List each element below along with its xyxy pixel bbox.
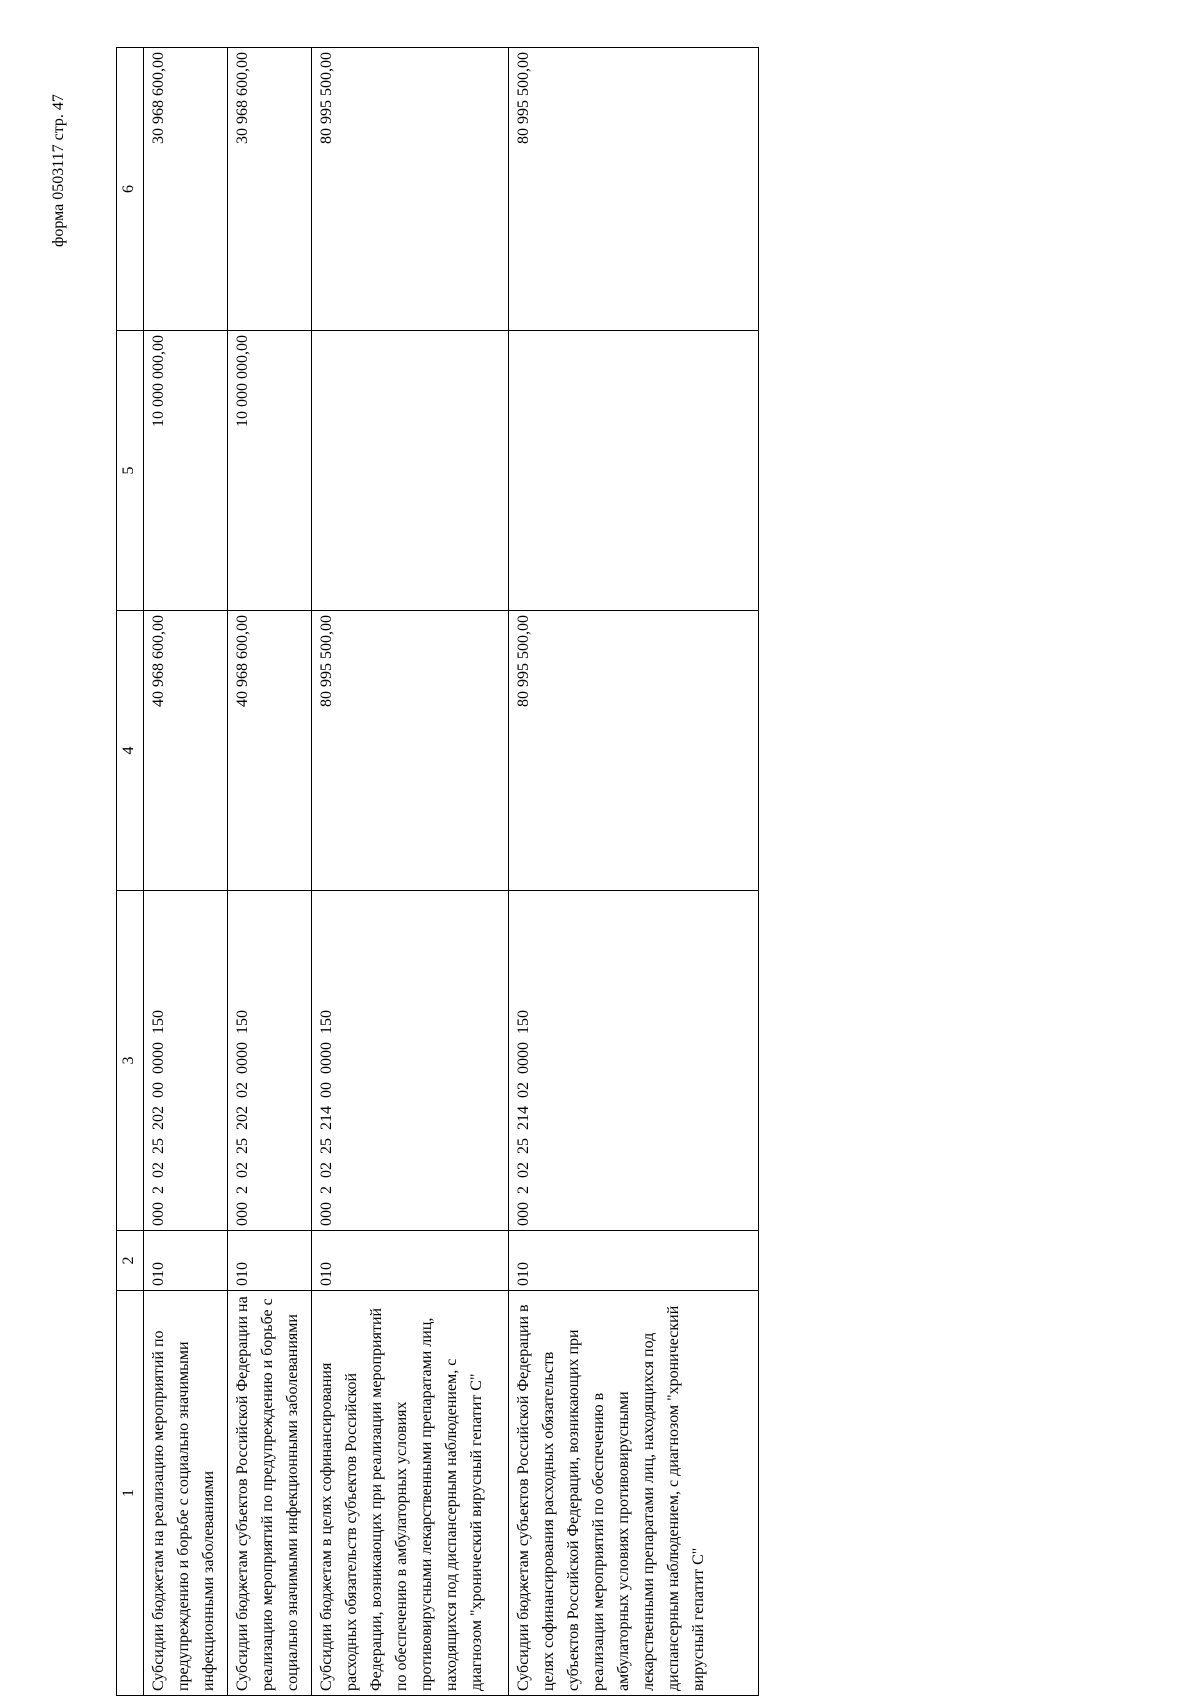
row-col4: 80 995 500,00 bbox=[509, 611, 759, 891]
table-row bbox=[312, 48, 509, 1696]
row-name: Субсидии бюджетам в целях софинансирования расходных обязательств субъектов Российской Федерации, возникающих при реализации мероприятий по обеспечению в амбулаторных условиях противовирусными лекарственными препаратами лиц, находящихся под диспансерным наблюдением, с диагнозом "хронический вирусный гепатит С" bbox=[312, 1291, 509, 1696]
column-header-2: 2 bbox=[117, 1231, 144, 1291]
row-name: Субсидии бюджетам на реализацию мероприятий по предупреждению и борьбе с социально значимыми инфекционными заболеваниями bbox=[144, 1291, 228, 1696]
report-table bbox=[116, 47, 759, 1696]
row-col4: 80 995 500,00 bbox=[312, 611, 509, 891]
row-col5: 10 000 000,00 bbox=[228, 331, 312, 611]
table-row bbox=[509, 48, 759, 1696]
row-col5 bbox=[312, 331, 509, 611]
table-header-row bbox=[117, 48, 144, 1696]
form-label: форма 0503117 стр. 47 bbox=[50, 94, 67, 247]
column-header-3: 3 bbox=[117, 891, 144, 1231]
row-col4: 40 968 600,00 bbox=[144, 611, 228, 891]
column-header-1: 1 bbox=[117, 1291, 144, 1696]
row-income-code: 000 2 02 25 214 02 0000 150 bbox=[509, 891, 759, 1231]
row-line-code: 010 bbox=[312, 1231, 509, 1291]
row-col6: 80 995 500,00 bbox=[509, 48, 759, 331]
row-income-code: 000 2 02 25 214 00 0000 150 bbox=[312, 891, 509, 1231]
column-header-4: 4 bbox=[117, 611, 144, 891]
row-col5: 10 000 000,00 bbox=[144, 331, 228, 611]
table-row bbox=[228, 48, 312, 1696]
row-income-code: 000 2 02 25 202 00 0000 150 bbox=[144, 891, 228, 1231]
column-header-6: 6 bbox=[117, 48, 144, 331]
column-header-5: 5 bbox=[117, 331, 144, 611]
row-col4: 40 968 600,00 bbox=[228, 611, 312, 891]
row-line-code: 010 bbox=[228, 1231, 312, 1291]
row-name: Субсидии бюджетам субъектов Российской Федерации на реализацию мероприятий по предупреждению и борьбе с социально значимыми инфекционными заболеваниями bbox=[228, 1291, 312, 1696]
row-col6: 30 968 600,00 bbox=[228, 48, 312, 331]
row-line-code: 010 bbox=[144, 1231, 228, 1291]
row-line-code: 010 bbox=[509, 1231, 759, 1291]
row-name: Субсидии бюджетам субъектов Российской Федерации в целях софинансирования расходных обязательств субъектов Российской Федерации, возникающих при реализации мероприятий по обеспечению в амбулаторных условиях противовирусными лекарственными препаратами лиц, находящихся под диспансерным наблюдением, с диагнозом "хронический вирусный гепатит С" bbox=[509, 1291, 759, 1696]
row-col6: 80 995 500,00 bbox=[312, 48, 509, 331]
row-col5 bbox=[509, 331, 759, 611]
row-col6: 30 968 600,00 bbox=[144, 48, 228, 331]
table-row bbox=[144, 48, 228, 1696]
row-income-code: 000 2 02 25 202 02 0000 150 bbox=[228, 891, 312, 1231]
